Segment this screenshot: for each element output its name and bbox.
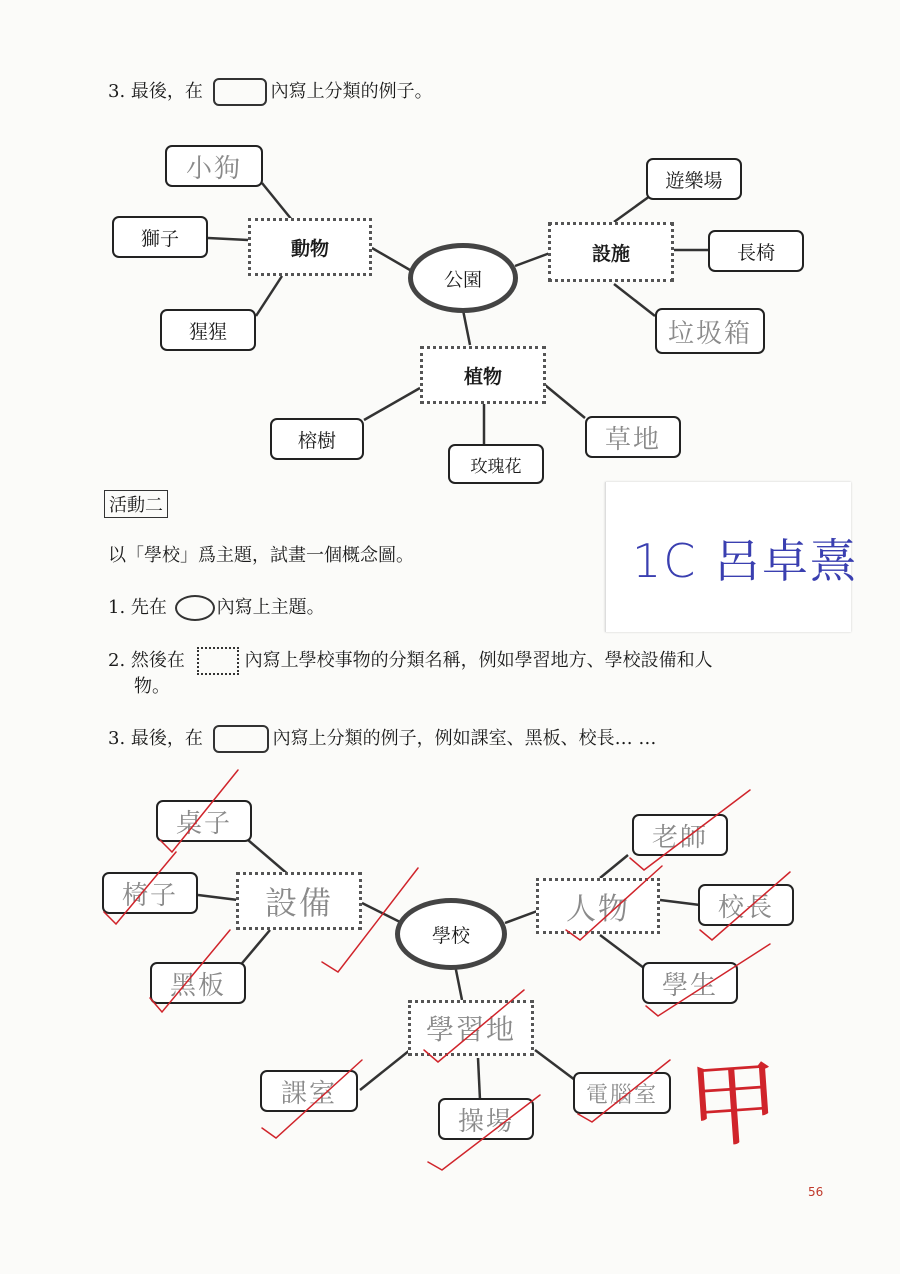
example-label: 老師 xyxy=(651,822,708,853)
example-label: 課室 xyxy=(280,1078,337,1109)
tick-mark xyxy=(630,790,750,870)
tick-mark xyxy=(566,866,662,940)
step2-suffix: 內寫上學校事物的分類名稱，例如學習地方、學校設備和人 xyxy=(244,650,713,671)
example-label: 操場 xyxy=(457,1106,514,1137)
example-label: 校長 xyxy=(717,892,774,923)
tick-mark xyxy=(578,1060,670,1122)
tick-mark xyxy=(104,852,176,924)
map1-hub-label: 公園 xyxy=(443,268,482,291)
tick-mark xyxy=(428,1095,540,1170)
example-label: 電腦室 xyxy=(585,1082,658,1108)
example-label: 學生 xyxy=(661,970,718,1001)
step3-prefix: 3. 最後，在 xyxy=(108,81,203,102)
category-label: 設備 xyxy=(264,884,333,922)
example-label: 猩猩 xyxy=(188,320,227,343)
example-label: 椅子 xyxy=(121,880,178,911)
tick-mark xyxy=(646,944,770,1016)
step1-prefix: 1. 先在 xyxy=(108,597,167,618)
example-label: 獅子 xyxy=(140,227,179,250)
example-label: 桌子 xyxy=(175,808,232,839)
category-label: 設施 xyxy=(591,242,630,265)
tick-mark xyxy=(322,868,418,972)
example-label: 玫瑰花 xyxy=(470,456,522,477)
example-label: 黑板 xyxy=(169,970,226,1001)
tick-mark xyxy=(150,930,230,1012)
step3-prefix: 3. 最後，在 xyxy=(108,728,203,749)
category-label: 人物 xyxy=(566,892,630,927)
activity-title: 活動二 xyxy=(104,490,168,518)
student-name: 1C 呂卓熹 xyxy=(632,534,859,588)
example-label: 長椅 xyxy=(736,241,775,264)
tick-mark xyxy=(700,872,790,940)
page-number: 56 xyxy=(808,1185,824,1199)
category-label: 植物 xyxy=(463,365,502,388)
step2-prefix: 2. 然後在 xyxy=(108,650,185,671)
step3-suffix: 內寫上分類的例子。 xyxy=(270,81,433,102)
tick-mark xyxy=(262,1060,362,1138)
example-label: 草地 xyxy=(604,424,661,455)
step2-continuation: 物。 xyxy=(134,676,170,697)
example-label: 榕樹 xyxy=(297,429,336,452)
teacher-grade: 甲 xyxy=(684,1048,784,1163)
example-label: 遊樂場 xyxy=(665,169,723,192)
category-label: 學習地 xyxy=(425,1013,516,1046)
example-label: 小狗 xyxy=(185,153,242,184)
category-label: 動物 xyxy=(290,237,329,260)
example-label: 垃圾箱 xyxy=(667,318,752,349)
step3-suffix: 內寫上分類的例子，例如課室、黑板、校長… … xyxy=(272,728,657,749)
tick-mark xyxy=(160,770,238,852)
map2-hub-label: 學校 xyxy=(431,924,470,947)
activity-intro: 以「學校」爲主題，試畫一個概念圖。 xyxy=(108,545,414,566)
tick-mark xyxy=(424,990,524,1062)
step1-suffix: 內寫上主題。 xyxy=(216,597,325,618)
